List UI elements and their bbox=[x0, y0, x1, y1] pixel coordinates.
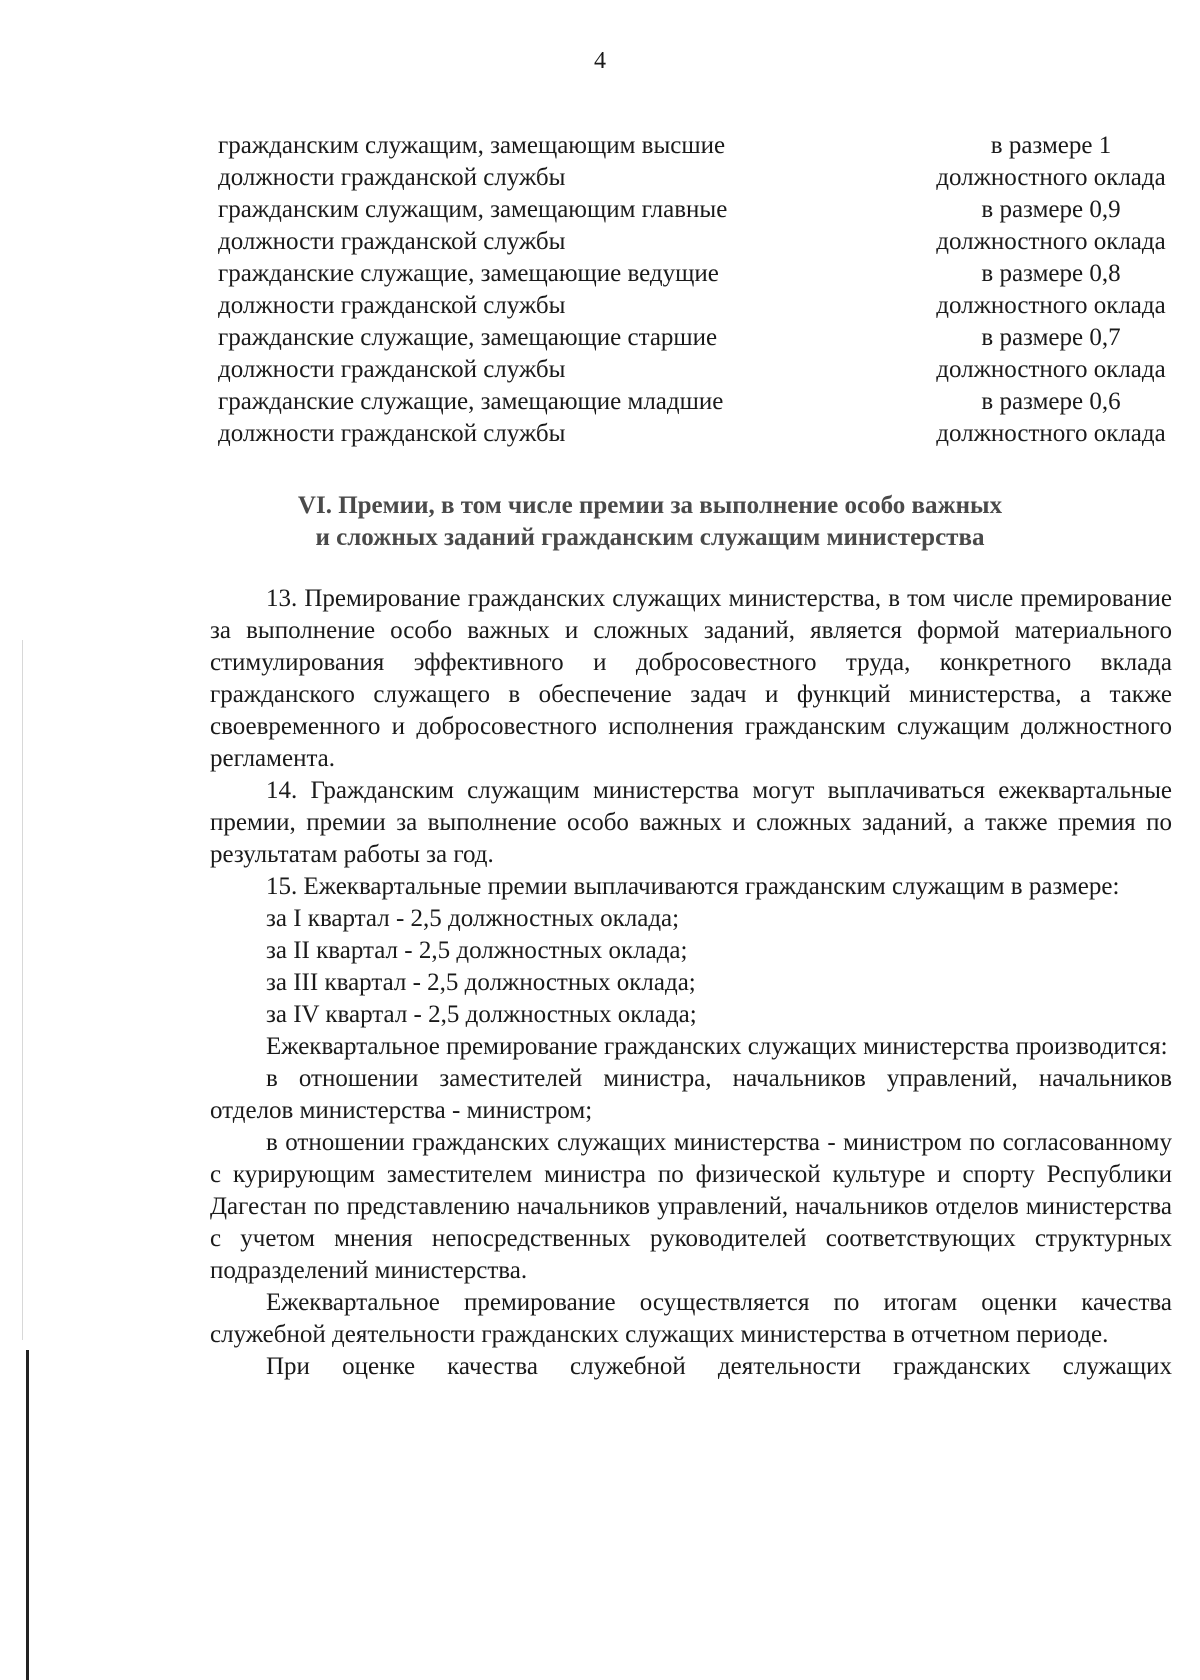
section-heading-line: VI. Премии, в том числе премии за выполнение особо важных bbox=[297, 492, 1003, 519]
section-heading-line: и сложных заданий гражданским служащим министерства bbox=[315, 524, 985, 551]
paragraph-assessment: Ежеквартальное премирование осуществляется по итогам оценки качества служебной деятельности гражданских служащих министерства в отчетном периоде. bbox=[210, 1289, 1172, 1348]
paragraph-quarterly-intro: Ежеквартальное премирование гражданских служащих министерства производится: bbox=[266, 1033, 1168, 1060]
allowance-amount: должностного оклада bbox=[936, 356, 1166, 383]
allowance-category: должности гражданской службы bbox=[218, 356, 566, 383]
allowance-category: гражданские служащие, замещающие ведущие bbox=[218, 260, 719, 287]
allowance-table bbox=[218, 130, 1184, 450]
paragraph-13: 13. Премирование гражданских служащих министерства, в том числе премирование за выполнение особо важных и сложных заданий, является формой материального стимулирования эффективного и добросовестного труда, конкретного вклада гражданского служащего в обеспечение задач и функций министерства, а также своевременного и добросовестного исполнения гражданским служащим должностного регламента. bbox=[210, 585, 1172, 772]
allowance-amount: в размере 0,7 bbox=[981, 324, 1121, 351]
scan-edge-shadow bbox=[22, 640, 23, 1340]
allowance-category: гражданские служащие, замещающие младшие bbox=[218, 388, 724, 415]
allowance-row bbox=[218, 162, 1184, 194]
allowance-amount: в размере 0,9 bbox=[981, 196, 1121, 223]
document-body bbox=[210, 583, 1172, 1383]
quarter-item: за III квартал - 2,5 должностных оклада; bbox=[266, 969, 696, 996]
allowance-category: гражданские служащие, замещающие старшие bbox=[218, 324, 718, 351]
paragraph-civil-servants: в отношении гражданских служащих министерства - министром по согласованному с курирующим заместителем министра по физической культуре и спорту Республики Дагестан по представлению начальников управлений, начальников отделов министерства с учетом мнения непосредственных руководителей соответствующих структурных подразделений министерства. bbox=[210, 1129, 1172, 1284]
allowance-row bbox=[218, 290, 1184, 322]
quarter-item: за I квартал - 2,5 должностных оклада; bbox=[266, 905, 680, 932]
allowance-category: должности гражданской службы bbox=[218, 292, 566, 319]
page-number: 4 bbox=[594, 48, 606, 74]
allowance-row bbox=[218, 194, 1184, 226]
allowance-row bbox=[218, 130, 1184, 162]
allowance-amount: должностного оклада bbox=[936, 164, 1166, 191]
paragraph-14: 14. Гражданским служащим министерства могут выплачиваться ежеквартальные премии, премии за выполнение особо важных и сложных заданий, а также премия по результатам работы за год. bbox=[210, 777, 1172, 868]
quarter-item: за II квартал - 2,5 должностных оклада; bbox=[266, 937, 688, 964]
allowance-amount: в размере 0,6 bbox=[981, 388, 1121, 415]
allowance-category: должности гражданской службы bbox=[218, 164, 566, 191]
section-heading bbox=[150, 490, 1150, 554]
allowance-row bbox=[218, 386, 1184, 418]
allowance-row bbox=[218, 258, 1184, 290]
allowance-row bbox=[218, 354, 1184, 386]
allowance-amount: должностного оклада bbox=[936, 420, 1166, 447]
allowance-amount: в размере 1 bbox=[990, 132, 1112, 159]
allowance-category: должности гражданской службы bbox=[218, 228, 566, 255]
allowance-category: гражданским служащим, замещающим высшие bbox=[218, 132, 726, 159]
paragraph-last-line: При оценке качества служебной деятельности гражданских служащих bbox=[266, 1353, 1172, 1380]
allowance-row bbox=[218, 322, 1184, 354]
paragraph-deputies: в отношении заместителей министра, начальников управлений, начальников отделов министерства - министром; bbox=[210, 1065, 1172, 1124]
allowance-row bbox=[218, 226, 1184, 258]
quarter-item: за IV квартал - 2,5 должностных оклада; bbox=[266, 1001, 697, 1028]
allowance-amount: должностного оклада bbox=[936, 292, 1166, 319]
scan-edge-bar bbox=[26, 1350, 29, 1680]
allowance-amount: должностного оклада bbox=[936, 228, 1166, 255]
allowance-row bbox=[218, 418, 1184, 450]
allowance-category: должности гражданской службы bbox=[218, 420, 566, 447]
paragraph-15: 15. Ежеквартальные премии выплачиваются гражданским служащим в размере: bbox=[266, 873, 1120, 900]
allowance-amount: в размере 0,8 bbox=[981, 260, 1121, 287]
allowance-category: гражданским служащим, замещающим главные bbox=[218, 196, 728, 223]
